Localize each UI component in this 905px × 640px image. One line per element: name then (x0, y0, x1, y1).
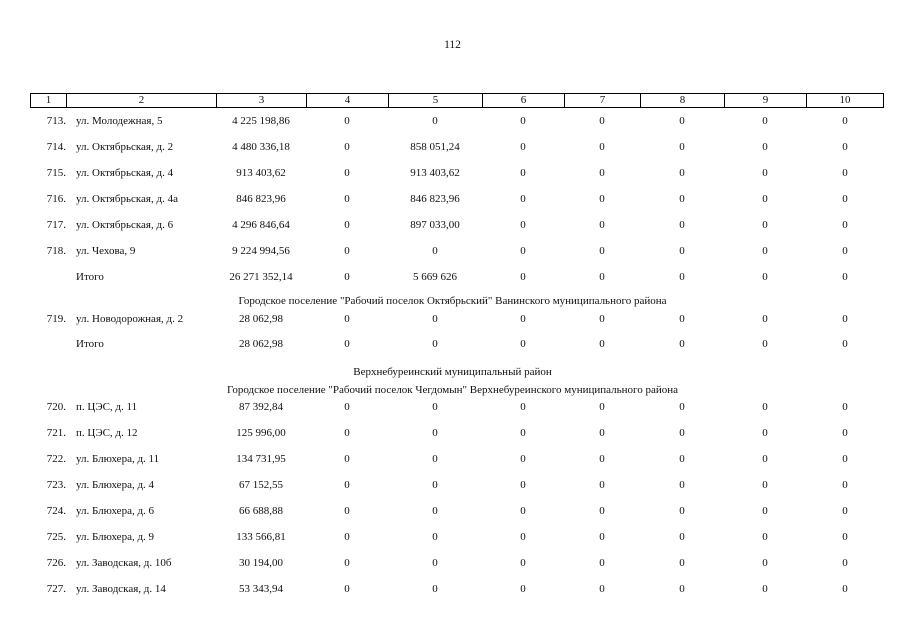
row-value-c9: 0 (762, 245, 768, 257)
column-header-7: 7 (565, 94, 641, 107)
total-row (0, 337, 905, 351)
row-address: ул. Новодорожная, д. 2 (76, 313, 184, 325)
row-value-c10: 0 (842, 531, 848, 543)
row-number: 725. (46, 531, 66, 543)
row-value-c8: 0 (679, 453, 685, 465)
row-value-c9: 0 (762, 115, 768, 127)
row-value-c3: 133 566,81 (236, 531, 286, 543)
row-value-c5: 0 (432, 583, 438, 595)
total-label: Итого (76, 338, 104, 350)
row-value-c3: 28 062,98 (239, 338, 283, 350)
row-value-c4: 0 (344, 219, 350, 231)
row-value-c5: 897 033,00 (410, 219, 460, 231)
row-value-c6: 0 (520, 219, 526, 231)
row-value-c4: 0 (344, 141, 350, 153)
row-value-c3: 53 343,94 (239, 583, 283, 595)
row-address: ул. Блюхера, д. 9 (76, 531, 155, 543)
row-number: 723. (46, 479, 66, 491)
table-row (0, 504, 905, 518)
row-value-c10: 0 (842, 401, 848, 413)
row-value-c5: 858 051,24 (410, 141, 460, 153)
row-number: 720. (46, 401, 66, 413)
row-value-c10: 0 (842, 453, 848, 465)
row-value-c5: 0 (432, 505, 438, 517)
row-number: 721. (46, 427, 66, 439)
column-header-1: 1 (31, 94, 67, 107)
row-value-c7: 0 (599, 338, 605, 350)
row-value-c3: 26 271 352,14 (229, 271, 293, 283)
row-value-c6: 0 (520, 115, 526, 127)
row-value-c8: 0 (679, 479, 685, 491)
row-value-c9: 0 (762, 531, 768, 543)
row-value-c3: 913 403,62 (236, 167, 286, 179)
row-value-c5: 0 (432, 313, 438, 325)
row-value-c3: 4 225 198,86 (232, 115, 290, 127)
row-value-c8: 0 (679, 115, 685, 127)
column-header-10: 10 (839, 94, 851, 106)
table-header (30, 93, 884, 108)
row-value-c10: 0 (842, 313, 848, 325)
row-value-c9: 0 (762, 401, 768, 413)
table-row (0, 218, 905, 232)
row-address: ул. Октябрьская, д. 4 (76, 167, 174, 179)
row-number: 727. (46, 583, 66, 595)
row-value-c7: 0 (599, 401, 605, 413)
total-row (0, 270, 905, 284)
row-value-c8: 0 (679, 531, 685, 543)
row-value-c4: 0 (344, 557, 350, 569)
row-value-c3: 4 480 336,18 (232, 141, 290, 153)
row-value-c4: 0 (344, 453, 350, 465)
row-value-c4: 0 (344, 479, 350, 491)
row-value-c9: 0 (762, 271, 768, 283)
row-value-c6: 0 (520, 531, 526, 543)
total-label: Итого (76, 271, 104, 283)
row-value-c4: 0 (344, 583, 350, 595)
row-value-c7: 0 (599, 167, 605, 179)
row-value-c4: 0 (344, 338, 350, 350)
row-address: ул. Блюхера, д. 4 (76, 479, 155, 491)
row-value-c7: 0 (599, 115, 605, 127)
table-row (0, 452, 905, 466)
row-value-c10: 0 (842, 245, 848, 257)
row-value-c10: 0 (842, 427, 848, 439)
row-value-c5: 0 (432, 479, 438, 491)
row-value-c6: 0 (520, 141, 526, 153)
row-number: 718. (46, 245, 66, 257)
row-value-c9: 0 (762, 313, 768, 325)
row-value-c8: 0 (679, 557, 685, 569)
row-value-c9: 0 (762, 167, 768, 179)
row-address: ул. Блюхера, д. 11 (76, 453, 160, 465)
table-row (0, 530, 905, 544)
row-number: 713. (46, 115, 66, 127)
row-value-c3: 125 996,00 (236, 427, 286, 439)
row-value-c4: 0 (344, 505, 350, 517)
row-value-c5: 0 (432, 401, 438, 413)
row-value-c5: 5 669 626 (413, 271, 457, 283)
row-value-c6: 0 (520, 427, 526, 439)
table-row (0, 244, 905, 258)
row-address: ул. Заводская, д. 10б (76, 557, 172, 569)
row-value-c9: 0 (762, 338, 768, 350)
row-value-c10: 0 (842, 271, 848, 283)
row-value-c7: 0 (599, 531, 605, 543)
row-value-c9: 0 (762, 505, 768, 517)
row-address: ул. Блюхера, д. 6 (76, 505, 155, 517)
table-row (0, 166, 905, 180)
row-value-c4: 0 (344, 427, 350, 439)
row-value-c3: 4 296 846,64 (232, 219, 290, 231)
row-number: 714. (46, 141, 66, 153)
row-value-c5: 0 (432, 245, 438, 257)
column-header-6: 6 (483, 94, 565, 107)
row-value-c4: 0 (344, 193, 350, 205)
column-header-3: 3 (217, 94, 307, 107)
row-value-c3: 28 062,98 (239, 313, 283, 325)
row-value-c10: 0 (842, 115, 848, 127)
row-value-c9: 0 (762, 427, 768, 439)
row-number: 722. (46, 453, 66, 465)
row-value-c7: 0 (599, 479, 605, 491)
row-value-c5: 0 (432, 557, 438, 569)
row-value-c8: 0 (679, 219, 685, 231)
row-value-c6: 0 (520, 245, 526, 257)
table-row (0, 192, 905, 206)
table-row (0, 426, 905, 440)
row-value-c6: 0 (520, 313, 526, 325)
row-value-c3: 9 224 994,56 (232, 245, 290, 257)
row-value-c8: 0 (679, 338, 685, 350)
row-value-c5: 0 (432, 338, 438, 350)
row-address: ул. Чехова, 9 (76, 245, 136, 257)
column-header-5: 5 (389, 94, 483, 107)
row-value-c8: 0 (679, 141, 685, 153)
row-value-c9: 0 (762, 141, 768, 153)
row-value-c6: 0 (520, 193, 526, 205)
row-value-c10: 0 (842, 193, 848, 205)
row-value-c8: 0 (679, 427, 685, 439)
table-row (0, 556, 905, 570)
row-address: п. ЦЭС, д. 12 (76, 427, 138, 439)
row-value-c5: 0 (432, 531, 438, 543)
row-value-c6: 0 (520, 401, 526, 413)
row-value-c7: 0 (599, 583, 605, 595)
row-value-c8: 0 (679, 167, 685, 179)
row-value-c7: 0 (599, 313, 605, 325)
row-value-c6: 0 (520, 505, 526, 517)
table-row (0, 582, 905, 596)
row-number: 717. (46, 219, 66, 231)
row-value-c5: 0 (432, 115, 438, 127)
row-value-c3: 67 152,55 (239, 479, 283, 491)
table-row (0, 114, 905, 128)
row-value-c8: 0 (679, 313, 685, 325)
row-value-c10: 0 (842, 505, 848, 517)
row-value-c10: 0 (842, 219, 848, 231)
row-value-c4: 0 (344, 313, 350, 325)
row-number: 716. (46, 193, 66, 205)
section-heading-oktyabrsky: Городское поселение "Рабочий поселок Октябрьский" Ванинского муниципального района (238, 295, 667, 307)
row-value-c3: 134 731,95 (236, 453, 286, 465)
section-heading-chegdomyn: Городское поселение "Рабочий поселок Чегдомын" Верхнебуреинского муниципального района (226, 384, 679, 396)
row-value-c4: 0 (344, 167, 350, 179)
section-heading-district: Верхнебуреинский муниципальный район (353, 366, 552, 378)
row-value-c8: 0 (679, 245, 685, 257)
row-value-c4: 0 (344, 115, 350, 127)
table-row (0, 312, 905, 326)
column-header-9: 9 (725, 94, 807, 107)
row-value-c9: 0 (762, 219, 768, 231)
row-value-c9: 0 (762, 479, 768, 491)
row-number: 724. (46, 505, 66, 517)
row-value-c10: 0 (842, 141, 848, 153)
row-value-c7: 0 (599, 141, 605, 153)
row-number: 719. (46, 313, 66, 325)
row-value-c3: 30 194,00 (239, 557, 283, 569)
row-value-c7: 0 (599, 427, 605, 439)
page-number: 112 (444, 39, 461, 51)
row-number: 726. (46, 557, 66, 569)
row-value-c10: 0 (842, 338, 848, 350)
row-value-c6: 0 (520, 338, 526, 350)
row-value-c6: 0 (520, 557, 526, 569)
row-value-c8: 0 (679, 271, 685, 283)
row-address: п. ЦЭС, д. 11 (76, 401, 138, 413)
row-value-c6: 0 (520, 479, 526, 491)
row-value-c3: 66 688,88 (239, 505, 283, 517)
row-value-c9: 0 (762, 557, 768, 569)
row-value-c4: 0 (344, 401, 350, 413)
row-value-c8: 0 (679, 505, 685, 517)
row-value-c8: 0 (679, 583, 685, 595)
table-row (0, 478, 905, 492)
row-value-c4: 0 (344, 271, 350, 283)
row-value-c8: 0 (679, 401, 685, 413)
row-value-c7: 0 (599, 505, 605, 517)
row-value-c7: 0 (599, 193, 605, 205)
row-value-c8: 0 (679, 193, 685, 205)
row-address: ул. Октябрьская, д. 6 (76, 219, 174, 231)
row-address: ул. Октябрьская, д. 4а (76, 193, 178, 205)
column-header-4: 4 (307, 94, 389, 107)
row-value-c3: 87 392,84 (239, 401, 283, 413)
row-value-c6: 0 (520, 167, 526, 179)
row-value-c3: 846 823,96 (236, 193, 286, 205)
table-row (0, 140, 905, 154)
row-value-c5: 846 823,96 (410, 193, 460, 205)
table-row (0, 400, 905, 414)
row-value-c10: 0 (842, 167, 848, 179)
row-value-c9: 0 (762, 453, 768, 465)
row-value-c6: 0 (520, 583, 526, 595)
row-value-c7: 0 (599, 271, 605, 283)
row-address: ул. Октябрьская, д. 2 (76, 141, 174, 153)
row-value-c5: 0 (432, 453, 438, 465)
row-number: 715. (46, 167, 66, 179)
row-value-c7: 0 (599, 453, 605, 465)
row-value-c9: 0 (762, 193, 768, 205)
row-value-c7: 0 (599, 245, 605, 257)
row-value-c10: 0 (842, 479, 848, 491)
row-value-c9: 0 (762, 583, 768, 595)
column-header-2: 2 (67, 94, 217, 107)
row-value-c4: 0 (344, 531, 350, 543)
column-header-8: 8 (641, 94, 725, 107)
row-value-c6: 0 (520, 271, 526, 283)
row-value-c7: 0 (599, 219, 605, 231)
row-address: ул. Заводская, д. 14 (76, 583, 166, 595)
row-value-c10: 0 (842, 557, 848, 569)
row-value-c5: 0 (432, 427, 438, 439)
row-value-c6: 0 (520, 453, 526, 465)
row-value-c5: 913 403,62 (410, 167, 460, 179)
row-value-c7: 0 (599, 557, 605, 569)
row-address: ул. Молодежная, 5 (76, 115, 163, 127)
row-value-c10: 0 (842, 583, 848, 595)
row-value-c4: 0 (344, 245, 350, 257)
